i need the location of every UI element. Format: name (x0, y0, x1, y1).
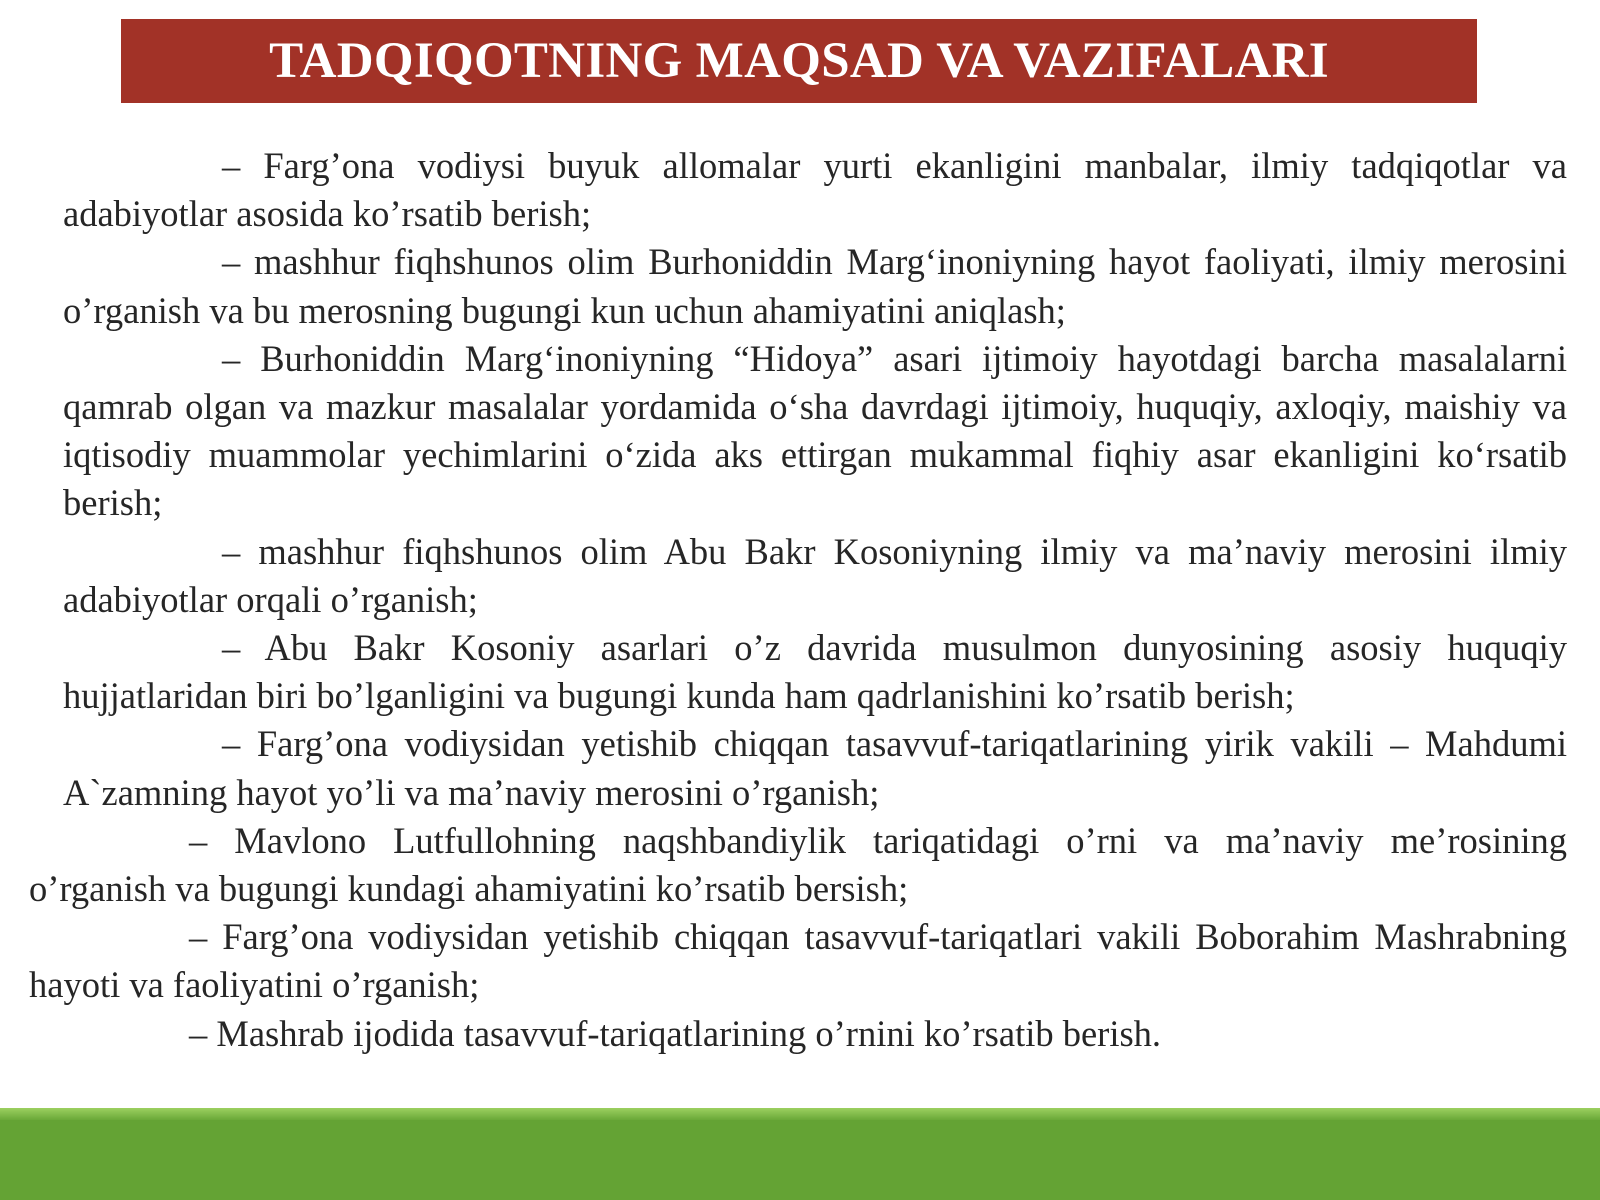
title-banner (121, 19, 1477, 103)
objective-item-1: – Farg’ona vodiysi buyuk allomalar yurti ekanligini manbalar, ilmiy tadqiqotlar va adabiyotlar asosida ko’rsatib berish; (63, 145, 1567, 235)
footer-bar-highlight (0, 1108, 1600, 1120)
objective-item-4: – mashhur fiqhshunos olim Abu Bakr Kosoniyning ilmiy va ma’naviy merosini ilmiy adabiyotlar orqali o’rganish; (63, 530, 1567, 620)
objective-item-9: – Mashrab ijodida tasavvuf-tariqatlarining o’rnini ko’rsatib berish. (189, 1012, 1162, 1054)
objective-item-7: – Mavlono Lutfullohning naqshbandiylik tariqatidagi o’rni va ma’naviy me’rosining o’rganish va bugungi kundagi ahamiyatini ko’rsatib bersish; (29, 819, 1567, 910)
footer-green-bar (0, 1108, 1600, 1200)
objective-item-6: – Farg’ona vodiysidan yetishib chiqqan tasavvuf-tariqatlarining yirik vakili – Mahdumi A`zamning hayot yo’li va ma’naviy merosini o’rganish; (63, 723, 1567, 813)
objective-item-5: – Abu Bakr Kosoniy asarlari o’z davrida musulmon dunyosining asosiy huquqiy hujjatlaridan biri bo’lganligini va bugungi kunda ham qadrlanishini ko’rsatib berish; (63, 627, 1567, 717)
objective-item-8: – Farg’ona vodiysidan yetishib chiqqan tasavvuf-tariqatlari vakili Boborahim Mashrabning hayoti va faoliyatini o’rganish; (29, 916, 1567, 1006)
objectives-list (0, 142, 1600, 1058)
objective-item-2: – mashhur fiqhshunos olim Burhoniddin Marg‘inoniyning hayot faoliyati, ilmiy merosini o’rganish va bu merosning bugungi kun uchun ahamiyatini aniqlash; (63, 241, 1567, 331)
objective-item-3: – Burhoniddin Marg‘inoniyning “Hidoya” asari ijtimoiy hayotdagi barcha masalalarni qamrab olgan va mazkur masalalar yordamida o‘sha davrdagi ijtimoiy, huquqiy, axloqiy, maishiy va iqtisodiy muammolar yechimlarini o‘zida aks ettirgan mukammal fiqhiy asar ekanligini ko‘rsatib berish; (63, 337, 1567, 524)
slide-title: TADQIQOTNING MAQSAD VA VAZIFALARI (269, 33, 1329, 89)
